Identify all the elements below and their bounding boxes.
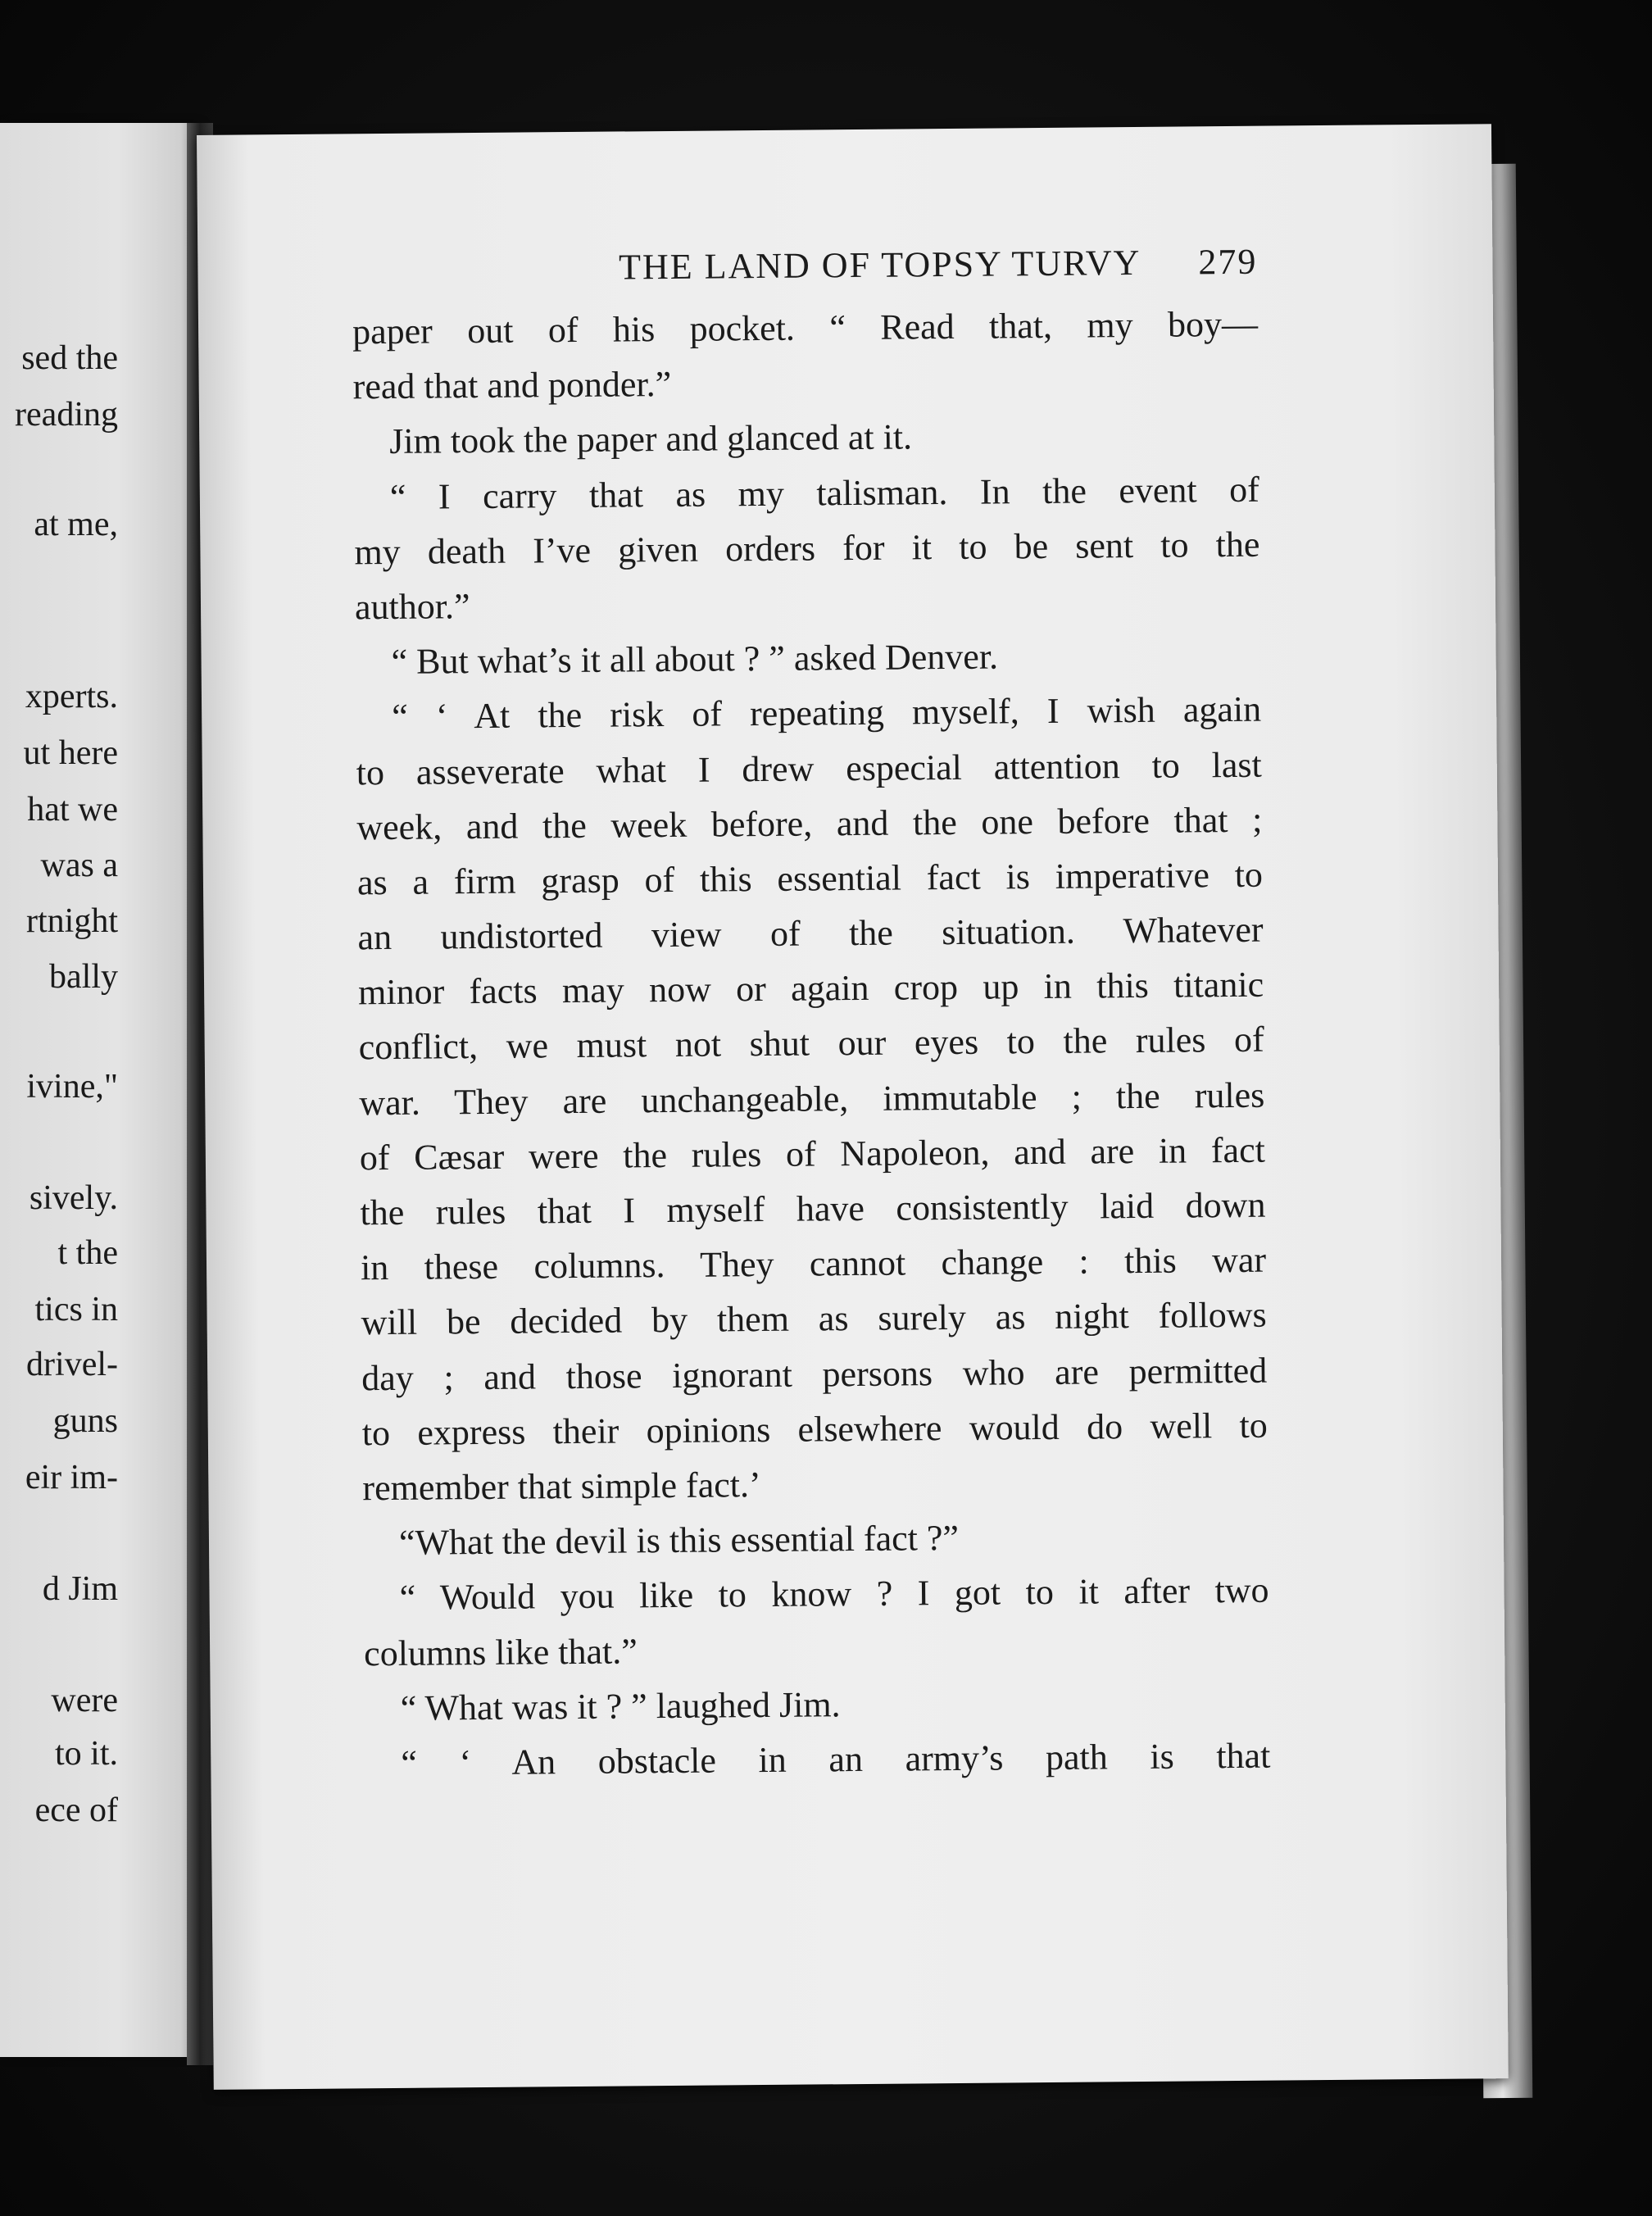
text-line: read that and ponder.” [352, 364, 672, 407]
left-page-fragment: at me, [34, 506, 118, 544]
text-line: “ Would you like to know ? I got to it after two [399, 1569, 1269, 1619]
text-line: week, and the week before, and the one before that ; [356, 799, 1263, 848]
left-page-fragment: drivel- [26, 1346, 118, 1384]
left-page-fragment: were [51, 1681, 118, 1719]
text-line: columns like that.” [363, 1630, 638, 1673]
right-page [197, 124, 1509, 2090]
left-page-fragment: ece of [34, 1791, 118, 1829]
left-page [0, 123, 197, 2057]
text-line: “ But what’s it all about ? ” asked Denver. [391, 636, 999, 683]
body-text [352, 297, 1271, 1791]
page-text-block [352, 241, 1270, 1791]
left-page-fragment: sed the [21, 339, 118, 378]
left-page-fragment: ut here [23, 733, 118, 772]
text-line: conflict, we must not shut our eyes to the rules of [358, 1019, 1264, 1068]
text-line: the rules that I myself have consistently laid down [360, 1184, 1266, 1233]
text-line: my death I’ve given orders for it to be sent to the [354, 524, 1260, 573]
text-line: remember that simple fact.’ [362, 1464, 761, 1509]
text-line: day ; and those ignorant persons who are permitted [361, 1350, 1268, 1398]
left-page-fragment: d Jim [42, 1569, 118, 1608]
text-line: in these columns. They cannot change : this war [360, 1239, 1267, 1288]
running-head [352, 241, 1258, 305]
left-page-fragment: guns [52, 1402, 118, 1441]
text-line: author.” [354, 586, 470, 628]
text-line: to express their opinions elsewhere would do well to [361, 1405, 1268, 1454]
left-page-fragment: tics in [34, 1291, 118, 1329]
text-line: “ What was it ? ” laughed Jim. [400, 1683, 841, 1728]
left-page-fragment: bally [49, 958, 118, 997]
running-head-title: THE LAND OF TOPSY TURVY [618, 242, 1141, 288]
text-line: will be decided by them as surely as night follows [361, 1295, 1267, 1343]
text-line: an undistorted view of the situation. Whatever [357, 909, 1264, 958]
left-page-fragment: eir im- [25, 1458, 118, 1496]
left-page-fragment: xperts. [25, 678, 118, 716]
text-line: “ ‘ At the risk of repeating myself, I wish again [391, 689, 1262, 738]
left-page-fragment: ivine," [26, 1068, 118, 1106]
text-line: to asseverate what I drew especial attention to last [356, 744, 1262, 792]
text-line: Jim took the paper and glanced at it. [389, 416, 913, 462]
text-line: of Cæsar were the rules of Napoleon, and are in fact [359, 1129, 1266, 1178]
left-page-fragment: reading [15, 396, 118, 434]
left-page-fragment: sively. [29, 1179, 118, 1218]
text-line: war. They are unchangeable, immutable ; the rules [359, 1074, 1265, 1123]
text-line: “ I carry that as my talisman. In the event of [389, 469, 1260, 517]
text-line: minor facts may now or again crop up in this titanic [357, 964, 1264, 1013]
text-line: “ ‘ An obstacle in an army’s path is that [401, 1735, 1271, 1783]
left-page-fragment: t the [57, 1234, 118, 1273]
text-line: “What the devil is this essential fact ?” [398, 1518, 960, 1564]
left-page-fragment: was a [40, 847, 118, 885]
text-line: as a firm grasp of this essential fact is imperative to [356, 854, 1264, 903]
page-number: 279 [1198, 241, 1258, 283]
left-page-fragment: rtnight [26, 901, 118, 940]
left-page-fragment: hat we [27, 790, 118, 829]
left-page-fragment: to it. [54, 1735, 118, 1773]
text-line: paper out of his pocket. “ Read that, my boy— [352, 303, 1259, 352]
